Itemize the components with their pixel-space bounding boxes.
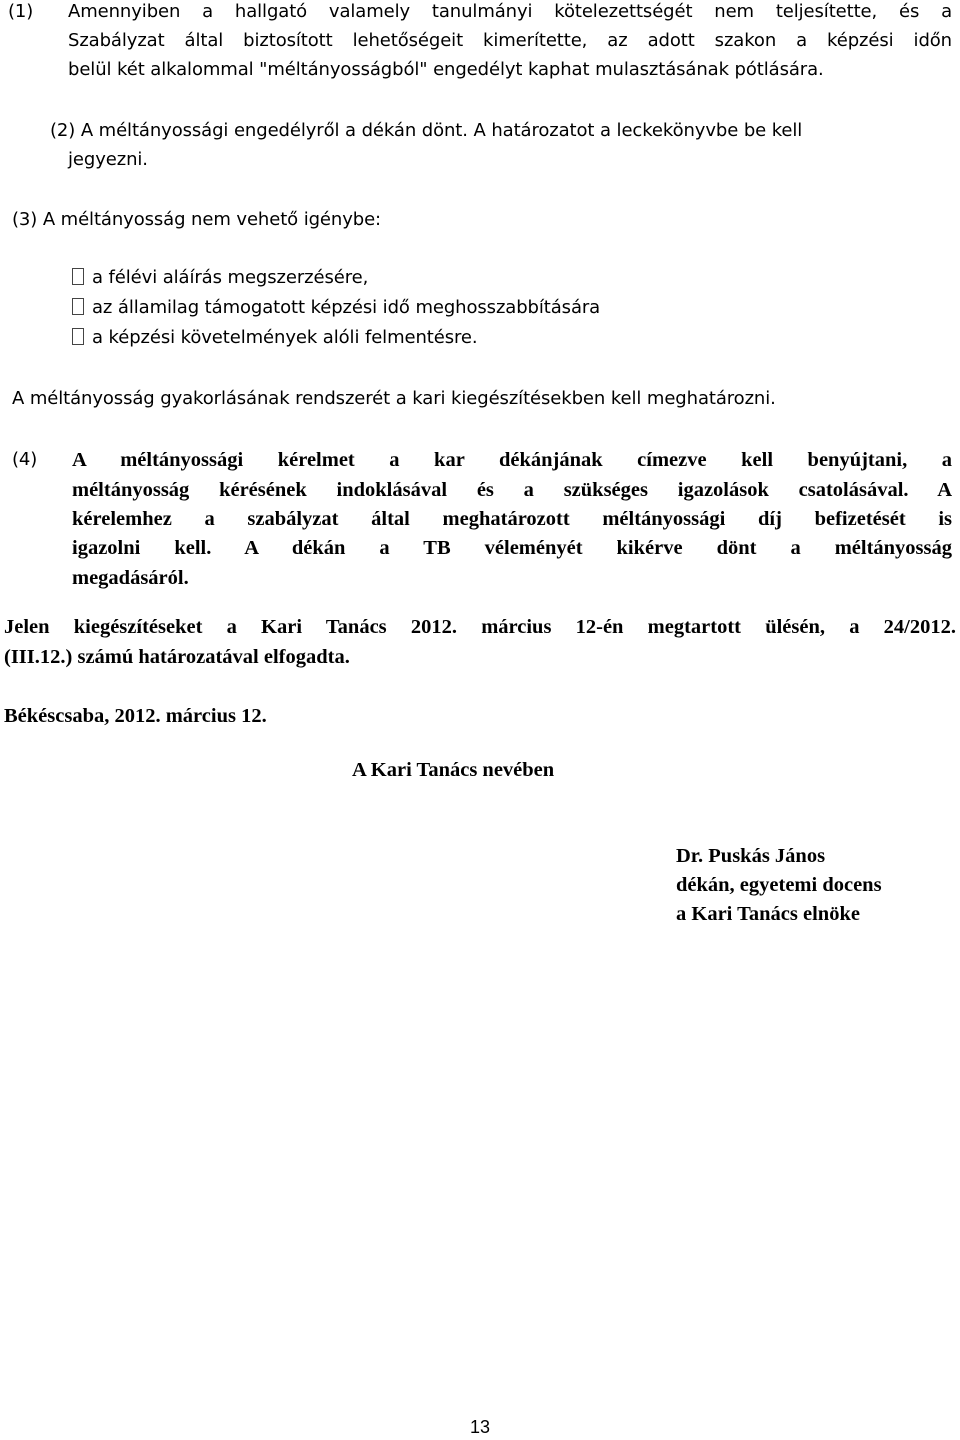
paragraph-4-line: A méltányossági kérelmet a kar dékánjának címezve kell benyújtani, a bbox=[72, 449, 952, 471]
paragraph-1-number: (1) bbox=[8, 1, 34, 22]
bullet-icon bbox=[72, 328, 84, 345]
paragraph-1-line: belül két alkalommal "méltányosságból" engedélyt kaphat mulasztásának pótlására. bbox=[68, 59, 824, 80]
list-item-text: a képzési követelmények alóli felmentésre. bbox=[92, 327, 478, 348]
place-date: Békéscsaba, 2012. március 12. bbox=[4, 705, 267, 727]
page-number: 13 bbox=[469, 1417, 491, 1437]
list-item bbox=[72, 266, 368, 290]
signatory-role: a Kari Tanács elnöke bbox=[676, 903, 860, 925]
list-item-text: az államilag támogatott képzési idő meghosszabbítására bbox=[92, 297, 601, 318]
paragraph-3-heading: (3) A méltányosság nem vehető igénybe: bbox=[12, 209, 382, 230]
bullet-icon bbox=[72, 268, 84, 285]
council-label: A Kari Tanács nevében bbox=[352, 759, 555, 781]
list-item bbox=[72, 296, 600, 320]
bullet-icon bbox=[72, 298, 84, 315]
paragraph-3-note: A méltányosság gyakorlásának rendszerét a kari kiegészítésekben kell meghatározni. bbox=[12, 388, 776, 409]
paragraph-2-line: jegyezni. bbox=[68, 149, 148, 170]
paragraph-1-line: Szabályzat által biztosított lehetőségeit kimerítette, az adott szakon a képzési időn bbox=[68, 30, 952, 51]
paragraph-4-line: kérelemhez a szabályzat által meghatározott méltányossági díj befizetését is bbox=[72, 508, 952, 530]
paragraph-4-line: igazolni kell. A dékán a TB véleményét kikérve dönt a méltányosság bbox=[72, 537, 952, 559]
adoption-line: Jelen kiegészítéseket a Kari Tanács 2012. március 12-én megtartott ülésén, a 24/2012. bbox=[4, 616, 956, 638]
paragraph-1-line: Amennyiben a hallgató valamely tanulmányi kötelezettségét nem teljesítette, és a bbox=[68, 1, 952, 22]
paragraph-2-line: (2) A méltányossági engedélyről a dékán dönt. A határozatot a leckekönyvbe be kell bbox=[50, 120, 803, 141]
paragraph-4-line: méltányosság kérésének indoklásával és a szükséges igazolások csatolásával. A bbox=[72, 479, 952, 501]
list-item-text: a félévi aláírás megszerzésére, bbox=[92, 267, 369, 288]
paragraph-4-number: (4) bbox=[12, 449, 38, 470]
adoption-line: (III.12.) számú határozatával elfogadta. bbox=[4, 646, 350, 668]
signatory-name: Dr. Puskás János bbox=[676, 845, 826, 867]
signatory-title: dékán, egyetemi docens bbox=[676, 874, 882, 896]
list-item bbox=[72, 326, 478, 350]
paragraph-4-line: megadásáról. bbox=[72, 567, 189, 589]
